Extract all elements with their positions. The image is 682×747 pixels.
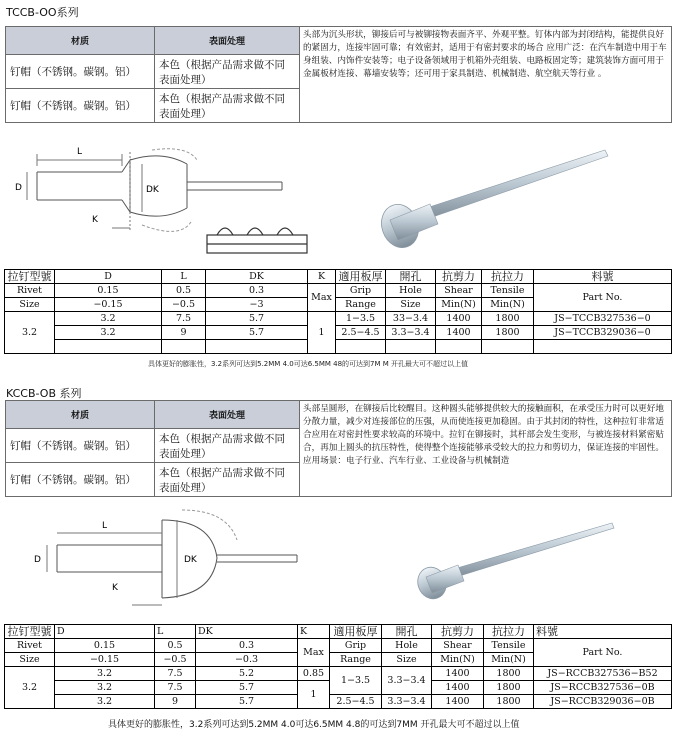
spec-shear: 1400 xyxy=(436,312,482,326)
spec-l: 7.5 xyxy=(155,667,196,681)
section2-spec-table xyxy=(4,624,672,709)
spec-k: 1 xyxy=(298,681,330,709)
spec-subheader: Size xyxy=(386,298,436,312)
spec-header: 抗拉力 xyxy=(482,270,534,284)
spec-d: 3.2 xyxy=(55,681,155,695)
spec-part: JS−RCCB327536−B52 xyxy=(534,667,672,681)
spec-tensile: 1800 xyxy=(482,312,534,326)
spec-subheader: Range xyxy=(336,298,386,312)
spec-subheader: Part No. xyxy=(534,284,672,312)
spec-subheader: Min(N) xyxy=(484,653,534,667)
surface-header: 表面处理 xyxy=(155,27,300,55)
dome-rivet-drawing xyxy=(12,500,312,615)
spec-grip: 1−3.5 xyxy=(330,667,382,695)
diagram-label-k: K xyxy=(92,215,98,225)
spec-d: 3.2 xyxy=(55,695,155,709)
spec-subheader: Max xyxy=(308,284,336,312)
spec-subheader: 0.3 xyxy=(196,639,298,653)
spec-header: 適用板厚 xyxy=(336,270,386,284)
spec-subheader: Size xyxy=(5,298,55,312)
spec-k: 0.85 xyxy=(298,667,330,681)
spec-subheader: Rivet xyxy=(5,639,55,653)
spec-header: D xyxy=(55,270,162,284)
spec-l: 9 xyxy=(155,695,196,709)
spec-dk: 5.7 xyxy=(196,681,298,695)
material-cell: 钉帽（不锈钢。碳钢。铝） xyxy=(6,429,155,463)
spec-grip: 2.5−4.5 xyxy=(336,326,386,340)
spec-subheader: Tensile xyxy=(484,639,534,653)
spec-l: 7.5 xyxy=(155,681,196,695)
spec-header: 拉钉型號 xyxy=(5,270,55,284)
material-cell: 钉帽（不锈钢。碳钢。铝） xyxy=(6,463,155,497)
section1-material-table xyxy=(5,26,672,123)
spec-subheader: −3 xyxy=(206,298,308,312)
diagram-label-d: D xyxy=(34,555,41,565)
spec-header: 料號 xyxy=(534,270,672,284)
spec-subheader: Grip xyxy=(336,284,386,298)
spec-dk: 5.7 xyxy=(196,695,298,709)
rivet-photo xyxy=(360,140,620,255)
spec-subheader: −0.15 xyxy=(55,298,162,312)
section2-description: 头部呈圆形，在铆接后比较醒目。这种圆头能够提供较大的接触面积，在承受压力时可以更好地分散力量，减少对连接部位的压强，从而使连接更加稳固。由于其封闭的特性，这种拉钉非常适合应用在对密封性要求较高的环境中。拉钉在铆接时，其杆部会发生变形，与被连接材料紧密贴合，再加上圆头的抗压特性，使得整个连接能够承受较大的拉力和剪切力，保证连接的牢固性。应用场景：电子行业、汽车行业、工业设备与机械制造 xyxy=(300,401,672,497)
countersunk-rivet-drawing xyxy=(12,130,312,260)
spec-hole: 3.3−3.4 xyxy=(382,667,432,695)
spec-d: 3.2 xyxy=(55,667,155,681)
spec-subheader: Rivet xyxy=(5,284,55,298)
spec-k: 1 xyxy=(308,312,336,354)
spec-part: JS−TCCB329036−0 xyxy=(534,326,672,340)
spec-subheader: −0.5 xyxy=(162,298,206,312)
diagram-label-l: L xyxy=(102,521,108,531)
spec-size: 3.2 xyxy=(5,312,55,354)
material-cell: 钉帽（不锈钢。碳钢。铝） xyxy=(6,89,155,123)
spec-shear: 1400 xyxy=(436,326,482,340)
spec-subheader: Min(N) xyxy=(436,298,482,312)
spec-header: 抗剪力 xyxy=(436,270,482,284)
spec-header: 抗拉力 xyxy=(484,625,534,639)
surface-header: 表面处理 xyxy=(155,401,300,429)
spec-tensile: 1800 xyxy=(482,326,534,340)
spec-header: L xyxy=(155,625,196,639)
spec-dk: 5.7 xyxy=(206,326,308,340)
spec-tensile: 1800 xyxy=(484,681,534,695)
spec-subheader: Grip xyxy=(330,639,382,653)
section2-title: KCCB-OB 系列 xyxy=(6,387,82,400)
spec-subheader: −0.5 xyxy=(155,653,196,667)
material-header: 材质 xyxy=(6,27,155,55)
diagram-label-k: K xyxy=(112,583,118,593)
spec-dk: 5.7 xyxy=(206,312,308,326)
spec-size: 3.2 xyxy=(5,667,55,709)
spec-shear: 1400 xyxy=(432,681,484,695)
spec-dk: 5.2 xyxy=(196,667,298,681)
spec-part: JS−RCCB329036−0B xyxy=(534,695,672,709)
surface-cell: 本色（根据产品需求做不同表面处理） xyxy=(155,429,300,463)
spec-shear: 1400 xyxy=(432,695,484,709)
spec-shear: 1400 xyxy=(432,667,484,681)
spec-subheader: 0.15 xyxy=(55,284,162,298)
spec-header: K xyxy=(308,270,336,284)
spec-subheader: Hole xyxy=(386,284,436,298)
spec-subheader: 0.3 xyxy=(206,284,308,298)
surface-cell: 本色（根据产品需求做不同表面处理） xyxy=(155,55,300,89)
spec-subheader: Shear xyxy=(436,284,482,298)
rivet-photo xyxy=(400,515,620,605)
spec-hole: 3.3−3.4 xyxy=(382,695,432,709)
spec-header: 料號 xyxy=(534,625,672,639)
spec-subheader: Size xyxy=(5,653,55,667)
spec-subheader: Tensile xyxy=(482,284,534,298)
spec-header: 開孔 xyxy=(382,625,432,639)
diagram-label-l: L xyxy=(77,147,83,157)
spec-subheader: Shear xyxy=(432,639,484,653)
spec-d: 3.2 xyxy=(55,312,162,326)
spec-subheader: 0.5 xyxy=(162,284,206,298)
spec-part: JS−RCCB327536−0B xyxy=(534,681,672,695)
spec-subheader: 0.15 xyxy=(55,639,155,653)
spec-subheader: Part No. xyxy=(534,639,672,667)
surface-cell: 本色（根据产品需求做不同表面处理） xyxy=(155,89,300,123)
spec-header: 拉钉型號 xyxy=(5,625,55,639)
spec-part: JS−TCCB327536−0 xyxy=(534,312,672,326)
diagram-label-d: D xyxy=(15,183,22,193)
surface-cell: 本色（根据产品需求做不同表面处理） xyxy=(155,463,300,497)
section1-spec-table xyxy=(4,269,672,354)
spec-header: DK xyxy=(206,270,308,284)
section1-note: 具体更好的膨胀性，3.2系列可达到5.2MM 4.0可达6.5MM 48的可达到7M M 开孔最大可不超过以上值 xyxy=(148,360,469,368)
spec-subheader: 0.5 xyxy=(155,639,196,653)
spec-tensile: 1800 xyxy=(484,667,534,681)
spec-subheader: −0.15 xyxy=(55,653,155,667)
spec-subheader: Max xyxy=(298,639,330,667)
spec-header: D xyxy=(55,625,155,639)
diagram-label-dk: DK xyxy=(184,555,197,565)
spec-header: DK xyxy=(196,625,298,639)
spec-header: 適用板厚 xyxy=(330,625,382,639)
spec-header: L xyxy=(162,270,206,284)
spec-header: 開孔 xyxy=(386,270,436,284)
spec-hole: 33−3.4 xyxy=(386,312,436,326)
section1-title: TCCB-OO系列 xyxy=(6,6,79,19)
spec-header: 抗剪力 xyxy=(432,625,484,639)
spec-tensile: 1800 xyxy=(484,695,534,709)
section1-description: 头部为沉头形状，铆接后可与被铆接物表面齐平、外观平整。钉体内部为封闭结构，能提供良好的紧固力，连接牢固可靠；有效密封，适用于有密封要求的场合 应用广泛：在汽车制造中用于车身组装、内饰件安装等；电子设备领域用于机箱外壳组装、电路板固定等；建筑装饰方面可用于金属板材连接、幕墙安装等；还可用于家具制造、机械制造、航空航天等行业 。 xyxy=(300,27,672,123)
spec-subheader: −0.3 xyxy=(196,653,298,667)
diagram-label-dk: DK xyxy=(146,185,159,195)
spec-header: K xyxy=(298,625,330,639)
spec-subheader: Size xyxy=(382,653,432,667)
spec-d: 3.2 xyxy=(55,326,162,340)
spec-grip: 2.5−4.5 xyxy=(330,695,382,709)
spec-l: 9 xyxy=(162,326,206,340)
spec-subheader: Range xyxy=(330,653,382,667)
spec-subheader: Min(N) xyxy=(432,653,484,667)
spec-subheader: Hole xyxy=(382,639,432,653)
spec-grip: 1−3.5 xyxy=(336,312,386,326)
material-cell: 钉帽（不锈钢。碳钢。铝） xyxy=(6,55,155,89)
section2-material-table xyxy=(5,400,672,497)
spec-subheader: Min(N) xyxy=(482,298,534,312)
section2-note: 具体更好的膨胀性，3.2系列可达到5.2MM 4.0可达6.5MM 4.8的可达到7MM 开孔最大可不超过以上值 xyxy=(108,720,520,730)
spec-hole: 3.3−3.4 xyxy=(386,326,436,340)
spec-l: 7.5 xyxy=(162,312,206,326)
material-header: 材质 xyxy=(6,401,155,429)
